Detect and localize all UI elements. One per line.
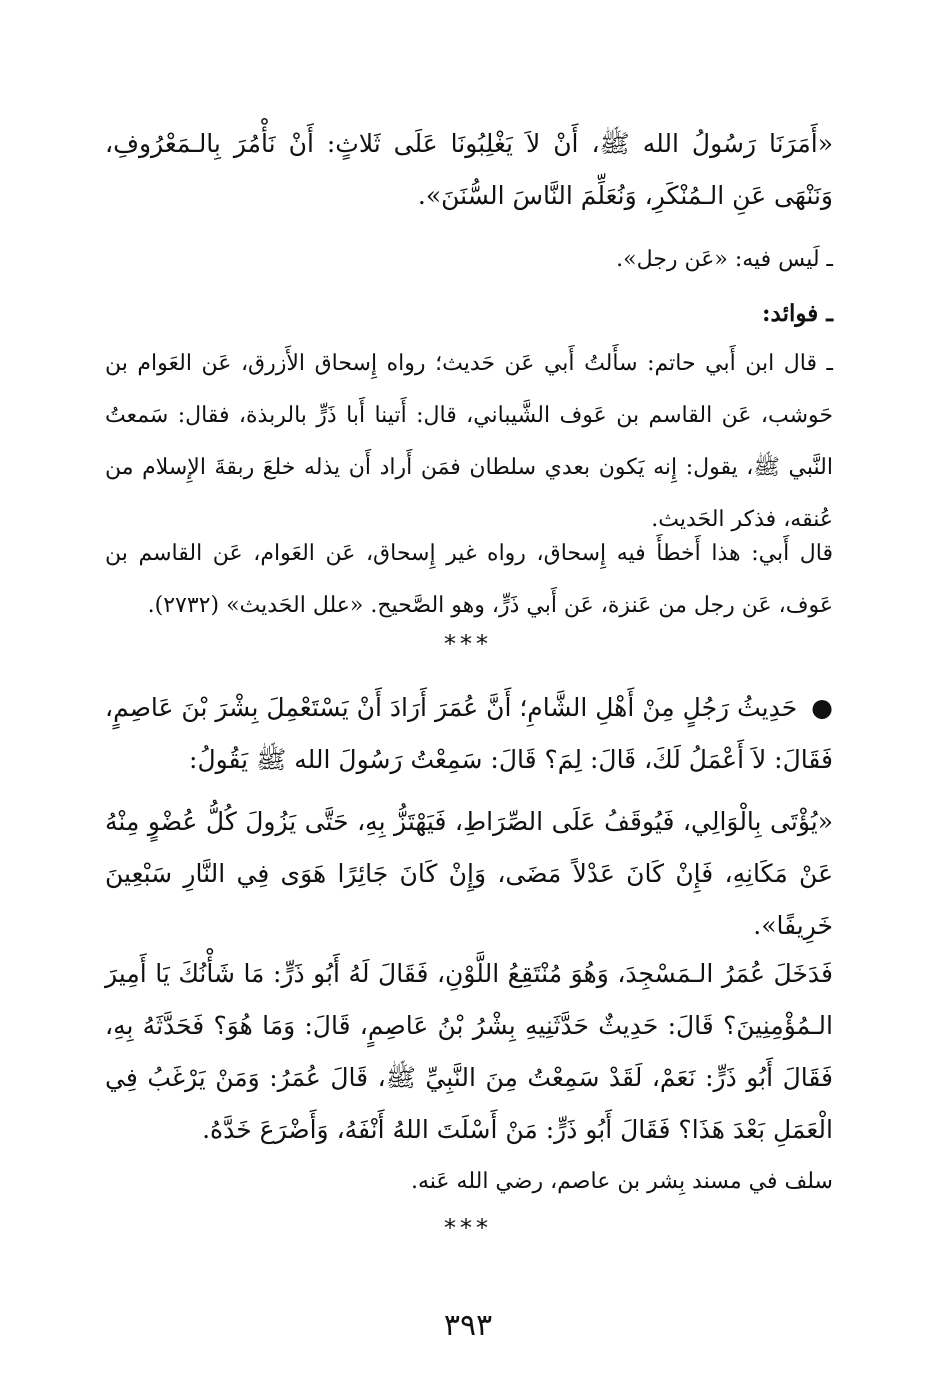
section-separator: *** xyxy=(444,1214,492,1242)
page-number: ٣٩٣ xyxy=(443,1308,493,1343)
hadith-intro-text: حَدِيثُ رَجُلٍ مِنْ أَهْلِ الشَّامِ؛ أَنَّ عُمَرَ أَرَادَ أَنْ يَسْتَعْمِلَ بِشْرَ بْنَ عَاصِمٍ، فَقَالَ: لاَ أَعْمَلُ لَكَ، قَالَ: لِمَ؟ قَالَ: سَمِعْتُ رَسُولَ الله ﷺ يَقُولُ: xyxy=(105,693,833,774)
benefits-paragraph: ـ قال ابن أَبي حاتم: سأَلتُ أَبي عَن حَديث؛ رواه إِسحاق الأَزرق، عَن العَوام بن حَوشب، عَن القاسم بن عَوف الشَّيباني، قال: أَتينا أَبا ذَرٍّ بالربذة، فقال: سَمعتُ النَّبي ﷺ، يقول: إِنه يَكون بعدي سلطان فمَن أَراد أَن يذله خلعَ ربقةَ الإِسلام من عُنقه، فذكر الحَديث. xyxy=(105,351,833,532)
hadith-text-1: «أَمَرَنَا رَسُولُ الله ﷺ، أَنْ لاَ يَغْلِبُونَا عَلَى ثَلاثٍ: أَنْ نَأْمُرَ بِالـمَعْرُوفِ، وَنَنْهَى عَنِ الـمُنْكَرِ، وَنُعَلِّمَ النَّاسَ السُّنَنَ». xyxy=(105,129,833,210)
narration-note: ـ لَيس فيه: «عَن رجل». xyxy=(616,247,833,272)
hadith-text-2: «يُؤْتَى بِالْوَالِي، فَيُوقَفُ عَلَى الصِّرَاطِ، فَيَهْتَزُّ بِهِ، حَتَّى يَزُولَ كُلُّ عُضْوٍ مِنْهُ عَنْ مَكَانِهِ، فَإِنْ كَانَ عَدْلاً مَضَى، وَإِنْ كَانَ جَائِرًا هَوَى فِي النَّارِ سَبْعِينَ خَرِيفًا». xyxy=(105,807,833,940)
benefits-heading: ـ فوائد: xyxy=(762,300,833,327)
hadith-story-paragraph: فَدَخَلَ عُمَرُ الـمَسْجِدَ، وَهُوَ مُنْتَقِعُ اللَّوْنِ، فَقَالَ لَهُ أَبُو ذَرٍّ: مَا شَأْنُكَ يَا أَمِيرَ الـمُؤْمِنِينَ؟ قَالَ: حَدِيثٌ حَدَّثَنِيهِ بِشْرُ بْنُ عَاصِمٍ، قَالَ: وَمَا هُوَ؟ فَحَدَّثَهُ بِهِ، فَقَالَ أَبُو ذَرٍّ: نَعَمْ، لَقَدْ سَمِعْتُ مِنَ النَّبِيِّ ﷺ، قَالَ عُمَرُ: وَمَنْ يَرْغَبُ فِي الْعَمَلِ بَعْدَ هَذَا؟ فَقَالَ أَبُو ذَرٍّ: مَنْ أَسْلَتَ اللهُ أَنْفَهُ، وَأَضْرَعَ خَدَّهُ. xyxy=(105,959,833,1144)
source-note: سلف في مسند بِشر بن عاصم، رضي الله عَنه. xyxy=(411,1169,833,1194)
scholar-comment-paragraph: قال أَبي: هذا أَخطأَ فيه إِسحاق، رواه غير إِسحاق، عَن العَوام، عَن القاسم بن عَوف، عَن رجل من عَنزة، عَن أَبي ذَرٍّ، وهو الصَّحيح. «علل الحَديث» (٢٧٣٢). xyxy=(105,541,833,618)
bullet-icon: ● xyxy=(811,693,833,722)
section-separator: *** xyxy=(444,630,492,658)
hadith-intro-paragraph xyxy=(105,682,833,786)
